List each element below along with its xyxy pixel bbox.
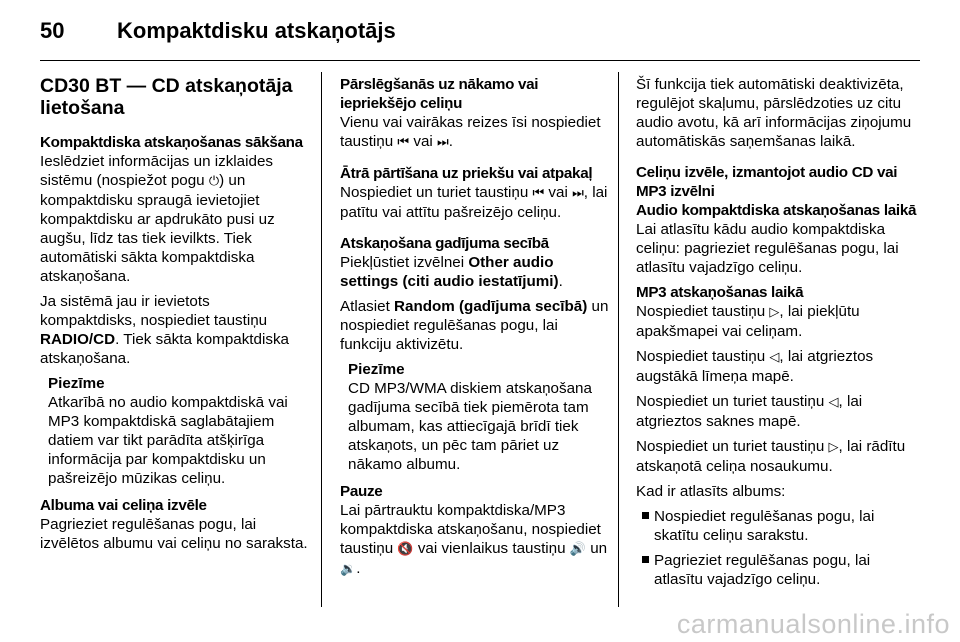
mp3-heading: MP3 atskaņošanas laikā (636, 284, 804, 301)
note-2 (348, 360, 610, 474)
skip-text: Vienu vai vairākas reizes īsi nospiediet taustiņu ⏮ vai ⏭. (340, 114, 601, 150)
mp3-text-3: Nospiediet un turiet taustiņu ◁, lai atgrieztos saknes mapē. (636, 393, 863, 430)
left-arrow-icon: ◁ (769, 350, 780, 365)
audio-cd-heading: Audio kompaktdiska atskaņošanas laikā (636, 202, 917, 219)
fast-heading: Ātrā pārtīšana uz priekšu vai atpakaļ (340, 165, 593, 182)
previous-track-icon: ⏮ (532, 186, 545, 201)
radio-cd-button-label: RADIO/CD (40, 331, 116, 348)
note-title: Piezīme (48, 375, 105, 392)
album-selected-text: Kad ir atlasīts albums: (636, 483, 786, 500)
album-heading: Albuma vai celiņa izvēle (40, 497, 207, 514)
right-arrow-icon: ▷ (769, 305, 780, 320)
intro-text: Šī funkcija tiek automātiski deaktivizēta, regulējot skaļumu, pārslēdzoties uz citu audio avotu, kā arī informācijas ziņojumu automātiskās saņemšanas laikā. (636, 76, 912, 150)
list-item: Pagrieziet regulēšanas pogu, lai atlasītu vajadzīgo celiņu. (636, 551, 918, 589)
note-1 (48, 374, 310, 488)
column-divider-2 (618, 72, 619, 607)
watermark: carmanualsonline.info (676, 609, 950, 639)
mp3-text-1: Nospiediet taustiņu ▷, lai piekļūtu apakšmapei vai celiņam. (636, 303, 860, 340)
pause-heading: Pauze (340, 483, 383, 500)
album-text: Pagrieziet regulēšanas pogu, lai izvēlētos albumu vai celiņu no saraksta. (40, 516, 308, 552)
random-text-1: Piekļūstiet izvēlnei Other audio settings (citi audio iestatījumi). (340, 254, 563, 290)
selection-heading: Celiņu izvēle, izmantojot audio CD vai MP3 izvēlni (636, 164, 898, 200)
page-number: 50 (40, 18, 65, 43)
note-title: Piezīme (348, 361, 405, 378)
volume-up-icon: 🔊 (569, 542, 586, 557)
list-item: Nospiediet regulēšanas pogu, lai skatītu celiņu sarakstu. (636, 507, 918, 545)
mute-icon: 🔇 (397, 542, 414, 557)
pause-text: Lai pārtrauktu kompaktdiska/MP3 kompaktdiska atskaņošanu, nospiediet taustiņu 🔇 vai vienlaikus taustiņu 🔊 un 🔉. (340, 502, 608, 577)
random-heading: Atskaņošana gadījuma secībā (340, 235, 549, 252)
page-title: Kompaktdisku atskaņotājs (117, 18, 396, 43)
mp3-text-4: Nospiediet un turiet taustiņu ▷, lai rādītu atskaņotā celiņa nosaukumu. (636, 438, 906, 475)
left-arrow-icon: ◁ (828, 395, 839, 410)
section-title: CD30 BT — CD atskaņotāja lietošana (40, 75, 293, 119)
right-arrow-icon: ▷ (828, 440, 839, 455)
skip-section (340, 75, 610, 152)
start-text-1: Ieslēdziet informācijas un izklaides sistēmu (nospiežot pogu ⏻) un kompaktdisku spraugā ievietojiet kompaktdisku ar apdrukāto pusi uz augšu, līdz tas tiek ievilkts. Tiek automātiski sākta kompaktdiska atskaņošana. (40, 153, 275, 285)
random-text-2: Atlasiet Random (gadījuma secībā) un nospiediet regulēšanas pogu, lai funkciju aktivizētu. (340, 298, 609, 353)
fast-section (340, 164, 610, 222)
header-rule (40, 60, 920, 61)
start-text-2: Ja sistēmā jau ir ievietots kompaktdisks, nospiediet taustiņu RADIO/CD. Tiek sākta kompaktdiska atskaņošana. (40, 293, 289, 367)
power-icon: ⏻ (208, 174, 220, 189)
note-text: Atkarībā no audio kompaktdiskā vai MP3 kompaktdiskā saglabātajiem datiem var tikt parādīta atšķirīga informācija par kompaktdisku un pašreizējo mūzikas celiņu. (48, 394, 288, 487)
column-2 (340, 75, 610, 585)
start-heading: Kompaktdiska atskaņošanas sākšana (40, 134, 303, 151)
volume-down-icon: 🔉 (340, 562, 357, 577)
previous-track-icon: ⏮ (397, 135, 410, 150)
column-3 (636, 75, 918, 595)
column-divider-1 (321, 72, 322, 607)
next-track-icon: ⏭ (572, 186, 584, 201)
note-text: CD MP3/WMA diskiem atskaņošana gadījuma secībā tiek piemērota tam albumam, kas attiecīgajā brīdī tiek atskaņots, un pēc tam pāriet uz nākamo albumu. (348, 380, 592, 473)
fast-text: Nospiediet un turiet taustiņu ⏮ vai ⏭, lai patītu vai attītu pašreizējo celiņu. (340, 184, 608, 221)
column-1 (40, 75, 310, 559)
mp3-text-2: Nospiediet taustiņu ◁, lai atgrieztos augstākā līmeņa mapē. (636, 348, 874, 385)
next-track-icon: ⏭ (436, 135, 449, 150)
skip-heading: Pārslēgšanās uz nākamo vai iepriekšējo celiņu (340, 76, 539, 112)
page-header (40, 18, 920, 48)
audio-cd-text: Lai atlasītu kādu audio kompaktdiska celiņu: pagrieziet regulēšanas pogu, lai atlasītu vajadzīgo celiņu. (636, 221, 899, 276)
bullet-list (636, 507, 918, 589)
